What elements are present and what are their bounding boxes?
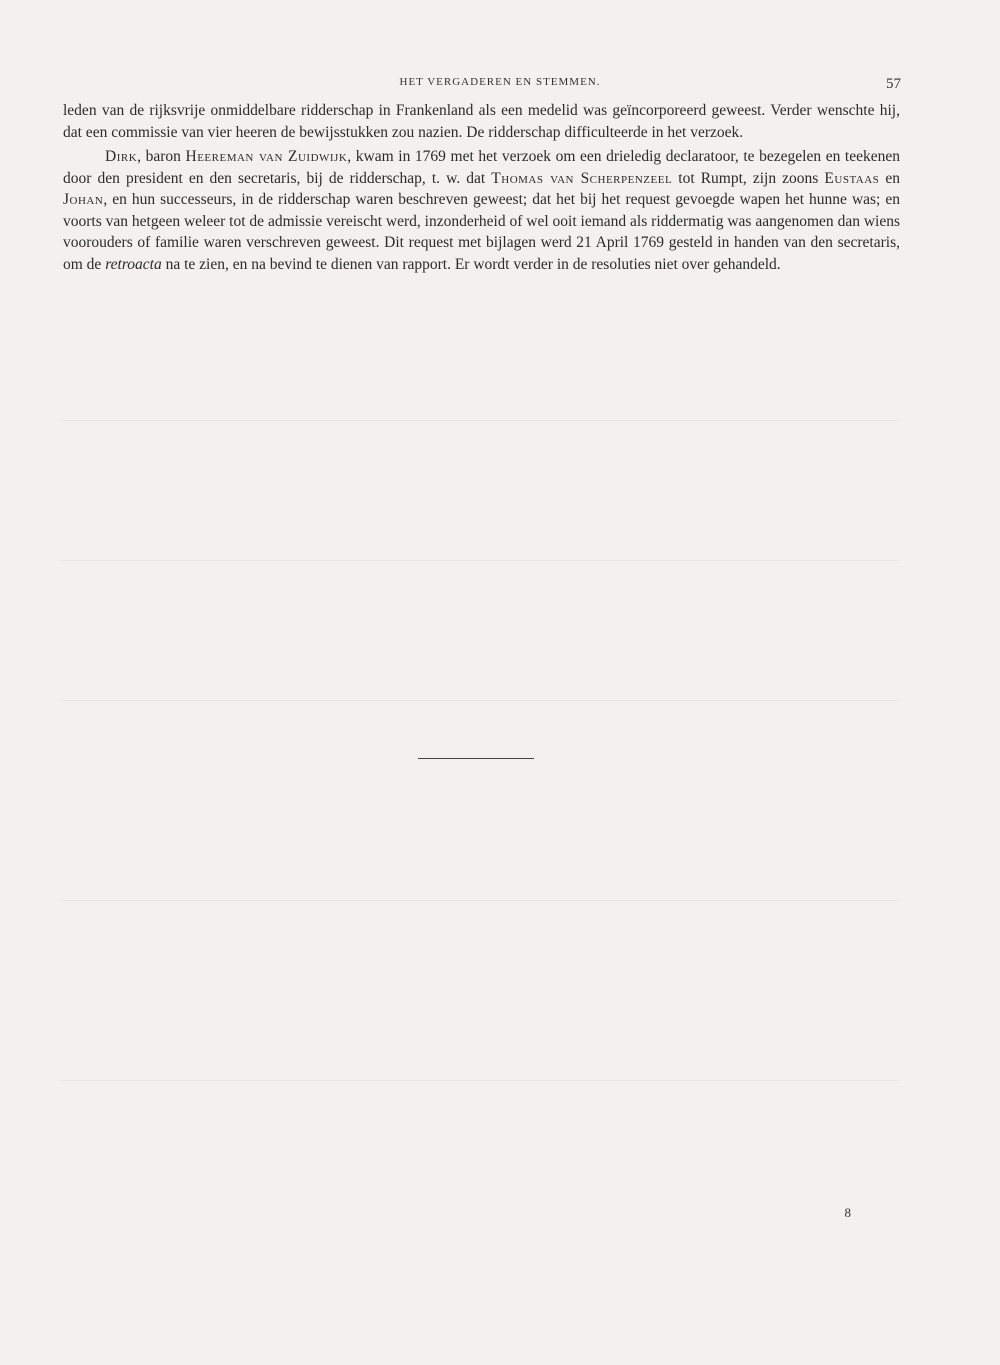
text-run: , kwam in 1769 met het verzoek om een drieledig declaratoor, te bezegelen en teekenen door den president en den secretaris, bij de ridderschap, t. w. dat <box>63 148 901 187</box>
latin-term: retroacta <box>105 255 162 273</box>
section-divider-rule <box>418 758 534 759</box>
text-run: en <box>879 169 901 187</box>
bleed-through-line <box>60 900 900 901</box>
bleed-through-line <box>60 420 900 421</box>
person-name: Eustaas <box>824 169 880 187</box>
text-run: , en hun successeurs, in de ridderschap waren beschreven geweest; dat het bij het request gevoegde wapen het hunne was; en voorts van hetgeen weleer tot de admissie vereischt werd, inzonderheid of wel ooit iemand als riddermatig was aangenomen dan wiens voorouders of familie waren verschreven geweest. Dit request met bijlagen werd 21 April 1769 gesteld in handen van den secretaris, om de <box>63 191 900 273</box>
signature-mark: 8 <box>844 1205 851 1220</box>
text-run: na te zien, en na bevind te dienen van rapport. Er wordt verder in de resoluties niet over gehandeld. <box>161 255 781 273</box>
person-name: Johan <box>63 191 104 208</box>
person-name: Thomas van Scherpenzeel <box>491 169 673 187</box>
bleed-through-line <box>60 700 900 701</box>
person-name: Heereman van Zuidwijk <box>185 148 348 165</box>
person-name: Dirk <box>105 148 138 165</box>
body-text <box>63 100 900 275</box>
page-number: 57 <box>886 76 901 92</box>
bleed-through-line <box>60 1080 900 1081</box>
paragraph-dirk-request <box>63 146 900 275</box>
paragraph-continued: leden van de rijksvrije onmiddelbare ridderschap in Frankenland als een medelid was geïncorporeerd geweest. Verder wenschte hij, dat een commissie van vier heeren de bewijsstukken zou nazien. De ridderschap difficulteerde in het verzoek. <box>63 102 900 141</box>
text-run: tot Rumpt, zijn zoons <box>672 169 825 187</box>
running-head: HET VERGADEREN EN STEMMEN. <box>399 76 601 88</box>
bleed-through-line <box>60 560 900 561</box>
text-run: , baron <box>137 148 186 165</box>
